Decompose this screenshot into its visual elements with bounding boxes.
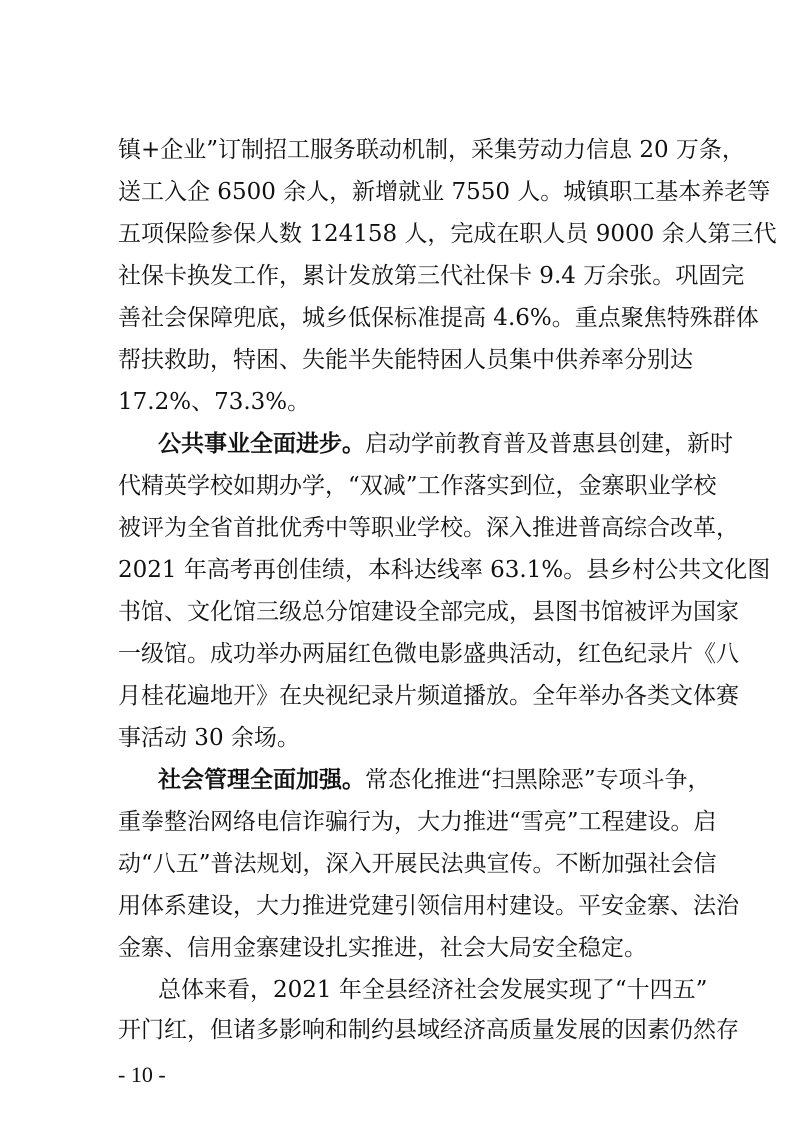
- text-line: 月桂花遍地开》在央视纪录片频道播放。全年举办各类文体赛: [118, 683, 739, 709]
- text-line: 帮扶救助，特困、失能半失能特困人员集中供养率分别达: [118, 347, 693, 373]
- heading-rest: 启动学前教育普及普惠县创建，新时: [365, 431, 733, 457]
- text-line: 总体来看，2021 年全县经济社会发展实现了“十四五”: [158, 977, 708, 1003]
- heading-rest: 常态化推进“扫黑除恶”专项斗争，: [365, 767, 711, 793]
- text-line: 送工入企 6500 余人，新增就业 7550 人。城镇职工基本养老等: [118, 179, 771, 205]
- text-line: 被评为全省首批优秀中等职业学校。深入推进普高综合改革，: [118, 515, 739, 541]
- text-line: 动“八五”普法规划，深入开展民法典宣传。不断加强社会信: [118, 851, 717, 877]
- text-line: 代精英学校如期办学，“双减”工作落实到位，金寨职业学校: [118, 473, 717, 499]
- text-line: 镇+企业”订制招工服务联动机制，采集劳动力信息 20 万条，: [118, 137, 745, 163]
- text-line: 五项保险参保人数 124158 人，完成在职人员 9000 余人第三代: [118, 221, 777, 247]
- text-line: 社保卡换发工作，累计发放第三代社保卡 9.4 万余张。巩固完: [118, 263, 745, 289]
- text-line: [118, 760, 711, 800]
- text-line: 事活动 30 余场。: [118, 725, 300, 751]
- text-line: 开门红，但诸多影响和制约县域经济高质量发展的因素仍然存: [118, 1017, 739, 1043]
- text-line: 重拳整治网络电信诈骗行为，大力推进“雪亮”工程建设。启: [118, 809, 717, 835]
- text-line: [118, 424, 733, 464]
- text-line: 2021 年高考再创佳绩，本科达线率 63.1%。县乡村公共文化图: [118, 557, 771, 583]
- text-line: 一级馆。成功举办两届红色微电影盛典活动，红色纪录片《八: [118, 641, 739, 667]
- paragraph-heading: 公共事业全面进步。: [158, 431, 365, 457]
- text-line: 金寨、信用金寨建设扎实推进，社会大局安全稳定。: [118, 935, 647, 961]
- paragraph-heading: 社会管理全面加强。: [158, 767, 365, 793]
- text-line: 书馆、文化馆三级总分馆建设全部完成，县图书馆被评为国家: [118, 599, 739, 625]
- text-line: 善社会保障兜底，城乡低保标准提高 4.6%。重点聚焦特殊群体: [118, 305, 759, 331]
- text-line: 17.2%、73.3%。: [118, 389, 311, 415]
- page-number: - 10 -: [118, 1062, 166, 1087]
- text-line: 用体系建设，大力推进党建引领信用村建设。平安金寨、法治: [118, 893, 739, 919]
